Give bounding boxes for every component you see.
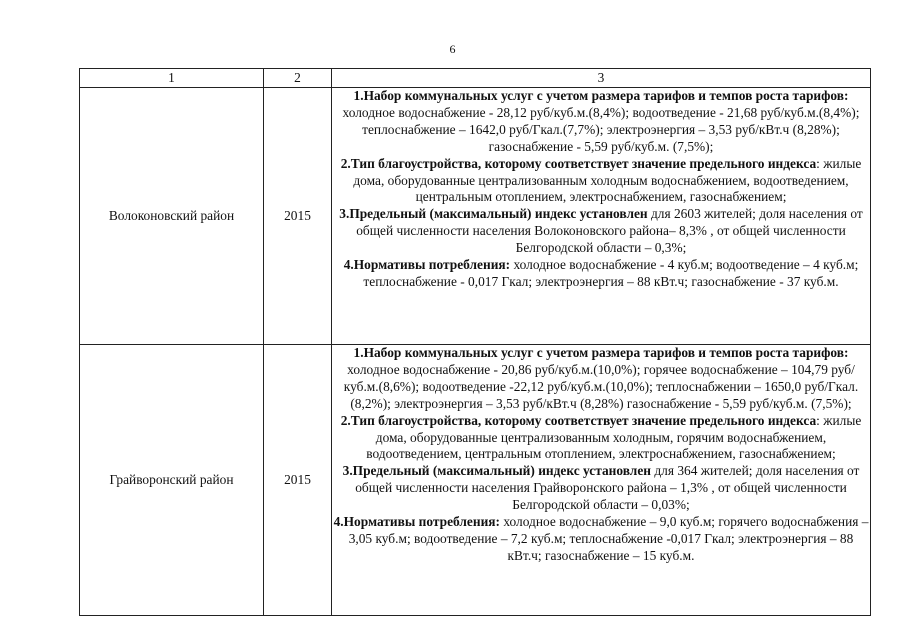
tariff-table bbox=[79, 68, 871, 616]
header-col-2: 2 bbox=[264, 69, 332, 88]
content-cell bbox=[332, 88, 871, 345]
paragraph-norms: 4.Нормативы потребления: холодное водоснабжение - 4 куб.м; водоотведение – 4 куб.м; теплоснабжение - 0,017 Гкал; электроэнергия – 88 кВт.ч; газоснабжение - 37 куб.м. bbox=[343, 257, 859, 289]
content-cell bbox=[332, 345, 871, 616]
paragraph-services: 1.Набор коммунальных услуг с учетом размера тарифов и темпов роста тарифов: холодное водоснабжение - 20,86 руб/куб.м.(10,0%); горячее водоснабжение – 104,79 руб/куб.м.(8,6%); водоотведение -22,12 руб/куб.м.(10,0%); теплоснабжении – 1650,0 руб/Гкал.(8,2%); электроэнергия – 3,53 руб/кВт.ч (8,28%) газоснабжение - 5,59 руб/куб.м. (7,5%); bbox=[343, 345, 859, 411]
year-cell: 2015 bbox=[264, 88, 332, 345]
header-col-1: 1 bbox=[80, 69, 264, 88]
table-row bbox=[80, 88, 871, 345]
table-row bbox=[80, 345, 871, 616]
page-number: 6 bbox=[449, 42, 456, 56]
paragraph-type: 2.Тип благоустройства, которому соответствует значение предельного индекса: жилые дома, оборудованные централизованным холодным, горячим водоснабжением, водоотведением, центральным отоплением, электроснабжением, газоснабжением; bbox=[340, 412, 862, 462]
table-header-row bbox=[80, 69, 871, 88]
paragraph-norms: 4.Нормативы потребления: холодное водоснабжение – 9,0 куб.м; горячего водоснабжения – 3,05 куб.м; водоотведение – 7,2 куб.м; теплоснабжение -0,017 Гкал; электроэнергия – 88 кВт.ч; газоснабжение – 15 куб.м. bbox=[333, 514, 869, 563]
paragraph-type: 2.Тип благоустройства, которому соответствует значение предельного индекса: жилые дома, оборудованные централизованным холодным водоснабжением, водоотведением, центральным отоплением, электроснабжением, газоснабжением; bbox=[340, 155, 862, 205]
district-cell: Грайворонский район bbox=[80, 345, 264, 616]
paragraph-index: 3.Предельный (максимальный) индекс установлен для 2603 жителей; доля населения от общей численности населения Волоконовского района– 8,3% , от общей численности Белгородской области – 0,3%; bbox=[339, 206, 863, 256]
year-cell: 2015 bbox=[264, 345, 332, 616]
paragraph-services: 1.Набор коммунальных услуг с учетом размера тарифов и темпов роста тарифов: холодное водоснабжение - 28,12 руб/куб.м.(8,4%); водоотведение - 21,68 руб/куб.м.(8,4%); теплоснабжение – 1642,0 руб/Гкал.(7,7%); электроэнергия – 3,53 руб/кВт.ч (8,28%); газоснабжение - 5,59 руб/куб.м. (7,5%); bbox=[342, 88, 860, 154]
paragraph-index: 3.Предельный (максимальный) индекс установлен для 364 жителей; доля населения от общей численности населения Грайворонского района – 1,3% , от общей численности Белгородской области – 0,03%; bbox=[342, 463, 860, 513]
district-cell: Волоконовский район bbox=[80, 88, 264, 345]
header-col-3: 3 bbox=[332, 69, 871, 88]
